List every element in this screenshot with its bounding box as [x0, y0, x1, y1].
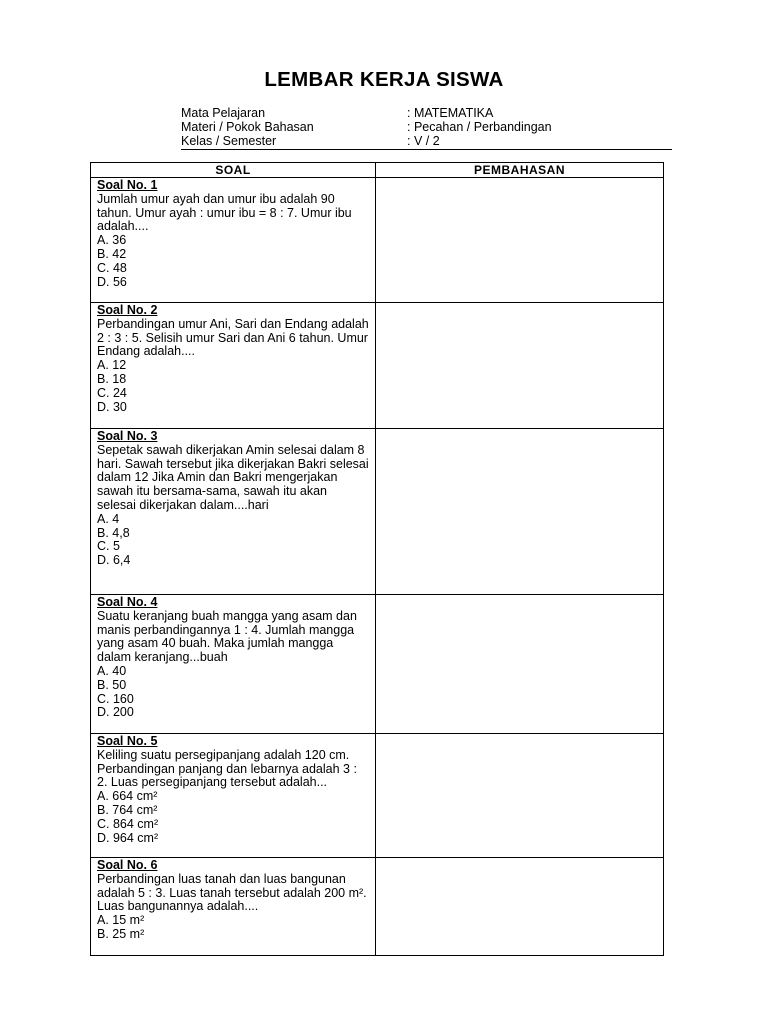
meta-row-topic: [181, 120, 671, 134]
question-text: Jumlah umur ayah dan umur ibu adalah 90 tahun. Umur ayah : umur ibu = 8 : 7. Umur ibu adalah....: [97, 191, 352, 234]
answer-cell[interactable]: [376, 303, 664, 429]
table-row: [91, 429, 664, 595]
worksheet-title: LEMBAR KERJA SISWA: [264, 68, 504, 91]
answer-option: A. 664 cm²: [97, 789, 158, 804]
meta-label: Kelas / Semester: [181, 134, 277, 148]
worksheet-meta: [181, 106, 671, 148]
table-header-row: [91, 163, 664, 178]
answer-cell[interactable]: [376, 178, 664, 303]
meta-row-class: [181, 134, 671, 148]
answer-option: A. 40: [97, 663, 127, 678]
question-text: Keliling suatu persegipanjang adalah 120 cm. Perbandingan panjang dan lebarnya adalah 3 : 2. Luas persegipanjang tersebut adalah...: [97, 747, 357, 790]
answer-option: C. 160: [97, 691, 134, 706]
question-text: Perbandingan umur Ani, Sari dan Endang adalah 2 : 3 : 5. Selisih umur Sari dan Ani 6 tahun. Umur Endang adalah....: [97, 316, 369, 359]
answer-option: A. 36: [97, 233, 127, 248]
answer-option: B. 18: [97, 371, 127, 386]
meta-value: : V / 2: [407, 134, 440, 148]
answer-option: B. 42: [97, 246, 127, 261]
header-divider: [181, 149, 672, 150]
worksheet-table: [90, 162, 664, 956]
question-text: Sepetak sawah dikerjakan Amin selesai dalam 8 hari. Sawah tersebut jika dikerjakan Bakri selesai dalam 12 Jika Amin dan Bakri mengerjakan sawah itu bersama-sama, sawah itu akan selesai dikerjakan dalam....hari: [97, 442, 369, 512]
meta-row-subject: [181, 106, 671, 120]
column-header-soal: SOAL: [91, 163, 376, 178]
table-row: [91, 595, 664, 734]
question-cell: [91, 734, 376, 858]
question-text: Perbandingan luas tanah dan luas bangunan adalah 5 : 3. Luas tanah tersebut adalah 200 m². Luas bangunannya adalah....: [97, 871, 367, 914]
answer-option: C. 48: [97, 260, 127, 275]
answer-option: D. 200: [97, 705, 134, 720]
answer-option: B. 764 cm²: [97, 802, 158, 817]
answer-cell[interactable]: [376, 734, 664, 858]
answer-cell[interactable]: [376, 429, 664, 595]
question-cell: [91, 303, 376, 429]
answer-cell[interactable]: [376, 595, 664, 734]
answer-option: D. 30: [97, 399, 127, 414]
answer-cell[interactable]: [376, 858, 664, 956]
question-cell: [91, 178, 376, 303]
question-number: Soal No. 4: [97, 595, 158, 609]
question-number: Soal No. 5: [97, 734, 158, 748]
question-number: Soal No. 6: [97, 858, 158, 872]
table-row: [91, 178, 664, 303]
answer-option: C. 864 cm²: [97, 816, 159, 831]
answer-option: B. 4,8: [97, 525, 130, 540]
question-number: Soal No. 1: [97, 178, 158, 192]
question-cell: [91, 429, 376, 595]
table-row: [91, 858, 664, 956]
answer-option: B. 25 m²: [97, 926, 145, 941]
meta-value: : Pecahan / Perbandingan: [407, 120, 552, 134]
answer-option: A. 12: [97, 358, 127, 373]
column-header-pembahasan: PEMBAHASAN: [376, 163, 664, 178]
answer-option: C. 24: [97, 385, 127, 400]
meta-label: Materi / Pokok Bahasan: [181, 120, 314, 134]
answer-option: C. 5: [97, 539, 120, 554]
answer-option: A. 15 m²: [97, 913, 145, 928]
question-number: Soal No. 2: [97, 303, 158, 317]
table-row: [91, 303, 664, 429]
question-number: Soal No. 3: [97, 429, 158, 443]
answer-option: D. 6,4: [97, 553, 131, 568]
answer-option: D. 964 cm²: [97, 830, 159, 845]
answer-option: A. 4: [97, 511, 120, 526]
meta-label: Mata Pelajaran: [181, 106, 266, 120]
question-cell: [91, 595, 376, 734]
answer-option: D. 56: [97, 274, 127, 289]
answer-option: B. 50: [97, 677, 127, 692]
meta-value: : MATEMATIKA: [407, 106, 494, 120]
question-cell: [91, 858, 376, 956]
table-row: [91, 734, 664, 858]
question-text: Suatu keranjang buah mangga yang asam dan manis perbandingannya 1 : 4. Jumlah mangga yang asam 40 buah. Maka jumlah mangga dalam keranjang...buah: [97, 608, 357, 665]
